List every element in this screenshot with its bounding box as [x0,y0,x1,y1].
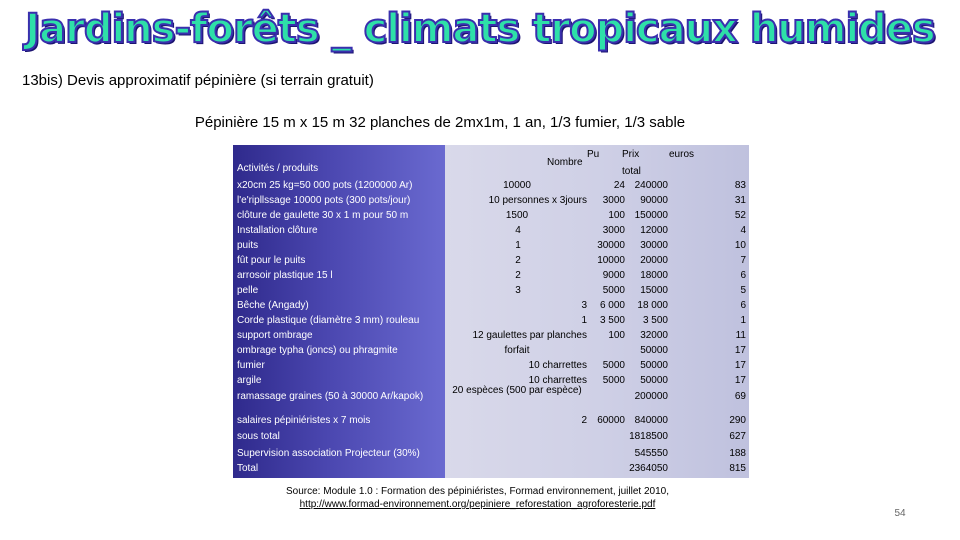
cell-pu: 60000 [597,415,625,426]
header-euros: euros [669,149,695,160]
cell-euros: 4 [740,225,746,236]
cell-pu: 24 [613,180,625,191]
cell-euros: 627 [729,431,746,442]
cell-euros: 69 [734,391,746,402]
cell-prix-total: 2364050 [629,463,668,474]
cell-nombre: 10 personnes x 3jours [488,195,587,206]
cell-euros: 188 [729,448,746,459]
source-link[interactable]: http://www.formad-environnement.org/pepiniere_reforestation_agroforesterie.pdf [299,499,656,510]
header-pu: Pu [587,149,600,160]
header-prix: Prix [622,149,640,160]
cell-nombre: 3 [515,285,521,296]
cell-euros: 6 [740,300,746,311]
cell-euros: 10 [734,240,746,251]
cell-nombre: 10 charrettes [528,360,587,371]
source-text: Source: Module 1.0 : Formation des pépiniéristes, Formad environnement, juillet 2010, [286,486,669,497]
cell-prix-total: 150000 [634,210,668,221]
cell-pu: 3 500 [599,315,625,326]
cell-activite: salaires pépiniéristes x 7 mois [237,415,371,426]
cell-activite: fumier [237,360,265,371]
cell-euros: 290 [729,415,746,426]
cell-prix-total: 50000 [640,360,668,371]
cell-nombre: 2 [515,255,521,266]
cell-pu: 6 000 [599,300,625,311]
cell-euros: 5 [740,285,746,296]
source-note [0,485,955,511]
cell-prix-total: 545550 [634,448,668,459]
header-activites: Activités / produits [237,163,319,174]
cell-euros: 17 [734,360,746,371]
cell-nombre: 4 [515,225,521,236]
cell-activite: Supervision association Projecteur (30%) [237,448,420,459]
cell-activite: support ombrage [237,330,313,341]
cell-activite: l'e'ripllssage 10000 pots (300 pots/jour) [237,195,411,206]
cell-euros: 17 [734,345,746,356]
cell-nombre: 10000 [503,180,531,191]
cell-nombre: 12 gaulettes par planches [472,330,587,341]
cell-euros: 31 [734,195,746,206]
cell-prix-total: 15000 [640,285,668,296]
cell-nombre: 20 espèces (500 par espèce) [452,385,582,396]
cell-prix-total: 12000 [640,225,668,236]
cell-pu: 100 [608,210,625,221]
cell-prix-total: 32000 [640,330,668,341]
cell-nombre: 1 [515,240,521,251]
cell-prix-total: 50000 [640,375,668,386]
cell-euros: 83 [734,180,746,191]
cell-pu: 5000 [602,360,625,371]
cell-activite: pelle [237,285,259,296]
cell-prix-total: 200000 [634,391,668,402]
header-nombre: Nombre [547,157,583,168]
section-subheading: Pépinière 15 m x 15 m 32 planches de 2mx1m, 1 an, 1/3 fumier, 1/3 sable [194,114,686,131]
cell-activite: arrosoir plastique 15 l [237,270,333,281]
cell-activite: x20cm 25 kg=50 000 pots (1200000 Ar) [237,180,413,191]
slide-title: Jardins-forêts _ climats tropicaux humides [25,6,935,52]
cell-prix-total: 20000 [640,255,668,266]
budget-table [233,145,749,478]
cell-pu: 30000 [597,240,625,251]
cell-activite: sous total [237,431,280,442]
cell-pu: 5000 [602,375,625,386]
cell-activite: argile [237,375,262,386]
cell-pu: 3000 [602,225,625,236]
cell-pu: 9000 [602,270,625,281]
cell-prix-total: 18 000 [637,300,668,311]
cell-prix-total: 90000 [640,195,668,206]
page-number: 54 [894,508,906,519]
cell-activite: Bêche (Angady) [237,300,309,311]
cell-prix-total: 18000 [640,270,668,281]
cell-activite: fût pour le puits [237,255,306,266]
cell-activite: ombrage typha (joncs) ou phragmite [237,345,398,356]
cell-prix-total: 840000 [634,415,668,426]
cell-euros: 7 [740,255,746,266]
cell-pu: 3000 [602,195,625,206]
cell-euros: 1 [740,315,746,326]
cell-pu: 100 [608,330,625,341]
cell-prix-total: 50000 [640,345,668,356]
cell-pu: 10000 [597,255,625,266]
cell-activite: Corde plastique (diamètre 3 mm) rouleau [237,315,420,326]
cell-euros: 815 [729,463,746,474]
cell-activite: Total [237,463,259,474]
cell-activite: Installation clôture [237,225,318,236]
cell-nombre: 1 [581,315,587,326]
cell-nombre: 10 charrettes [528,375,587,386]
cell-activite: clôture de gaulette 30 x 1 m pour 50 m [237,210,409,221]
cell-prix-total: 30000 [640,240,668,251]
cell-euros: 17 [734,375,746,386]
cell-nombre: 3 [581,300,587,311]
cell-prix-total: 1818500 [629,431,668,442]
cell-activite: puits [237,240,259,251]
header-prix-total: total [622,166,641,177]
cell-euros: 52 [734,210,746,221]
cell-activite: ramassage graines (50 à 30000 Ar/kapok) [237,391,424,402]
cell-pu: 5000 [602,285,625,296]
cell-prix-total: 3 500 [642,315,668,326]
cell-prix-total: 240000 [634,180,668,191]
section-heading: 13bis) Devis approximatif pépinière (si terrain gratuit) [22,72,374,89]
cell-euros: 6 [740,270,746,281]
cell-euros: 11 [735,330,746,341]
cell-nombre: forfait [504,345,530,356]
cell-nombre: 1500 [505,210,529,221]
cell-nombre: 2 [581,415,587,426]
cell-nombre: 2 [515,270,521,281]
